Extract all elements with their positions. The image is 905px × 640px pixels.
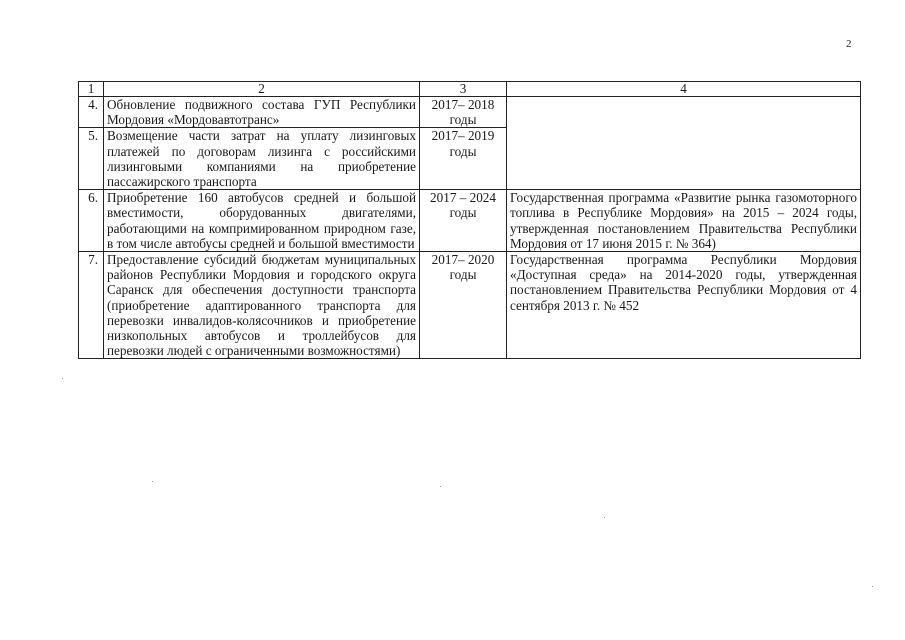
scan-speck xyxy=(604,517,605,518)
scan-speck xyxy=(872,586,873,587)
period-text: 2017– 2019 годы xyxy=(420,128,507,190)
table-row xyxy=(79,190,861,252)
row-number: 6. xyxy=(79,190,104,252)
table-row xyxy=(79,252,861,359)
period-text: 2017– 2018 годы xyxy=(420,97,507,128)
scan-speck xyxy=(440,486,441,487)
row-number: 5. xyxy=(79,128,104,190)
program-text: Государственная программа Республики Мордовия «Доступная среда» на 2014-2020 годы, утвержденная постановлением Правительства Республики Мордовия от 4 сентября 2013 г. № 452 xyxy=(507,252,861,359)
program-text xyxy=(507,97,861,190)
row-number: 4. xyxy=(79,97,104,128)
activity-text: Возмещение части затрат на уплату лизинговых платежей по договорам лизинга с российскими лизинговыми компаниями на приобретение пассажирского транспорта xyxy=(104,128,420,190)
activity-text: Предоставление субсидий бюджетам муниципальных районов Республики Мордовия и городского округа Саранск для обеспечения доступности транспорта (приобретение адаптированного транспорта для перевозки инвалидов-колясочников и приобретение низкопольных автобусов и троллейбусов для перевозки людей с ограниченными возможностями) xyxy=(104,252,420,359)
header-col-4: 4 xyxy=(507,82,861,97)
period-text: 2017– 2020 годы xyxy=(420,252,507,359)
scan-speck xyxy=(152,481,153,482)
period-text: 2017 – 2024 годы xyxy=(420,190,507,252)
program-text: Государственная программа «Развитие рынка газомоторного топлива в Республике Мордовия» на 2015 – 2024 годы, утвержденная постановлением Правительства Республики Мордовия от 17 июня 2015 г. № 364) xyxy=(507,190,861,252)
header-col-3: 3 xyxy=(420,82,507,97)
table-header-row xyxy=(79,82,861,97)
table-row xyxy=(79,97,861,128)
measures-table xyxy=(78,81,861,359)
header-col-1: 1 xyxy=(79,82,104,97)
row-number: 7. xyxy=(79,252,104,359)
scan-speck xyxy=(62,378,63,379)
header-col-2: 2 xyxy=(104,82,420,97)
activity-text: Приобретение 160 автобусов средней и большой вместимости, оборудованных двигателями, работающими на компримированном природном газе, в том числе автобусы средней и большой вместимости xyxy=(104,190,420,252)
page-number: 2 xyxy=(846,38,852,50)
activity-text: Обновление подвижного состава ГУП Республики Мордовия «Мордовавтотранс» xyxy=(104,97,420,128)
